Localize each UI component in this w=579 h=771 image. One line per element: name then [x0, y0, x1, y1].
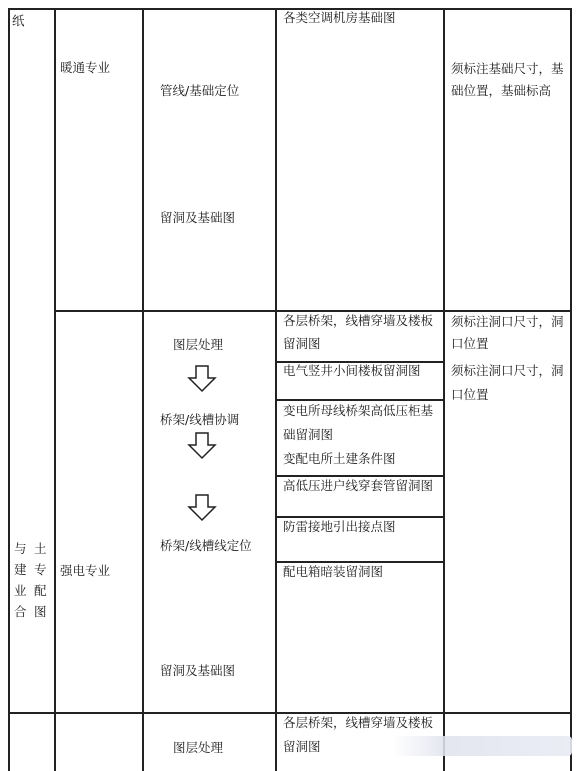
col-divider [54, 8, 56, 771]
table-border-left [8, 8, 10, 771]
electrical-note-line: 须标注洞口尺寸，洞 [451, 363, 564, 378]
down-arrow-icon [187, 432, 217, 460]
discipline-hvac: 暖通专业 [60, 60, 111, 75]
electrical-item: 留洞图 [283, 336, 321, 351]
next-item: 留洞图 [283, 739, 321, 754]
next-step-layer: 图层处理 [173, 740, 224, 755]
electrical-item: 配电箱暗装留洞图 [283, 564, 384, 579]
hvac-note-line: 础位置，基础标高 [451, 83, 552, 98]
hvac-note-line: 须标注基础尺寸，基 [451, 61, 564, 76]
electrical-note-line: 口位置 [451, 336, 489, 351]
electrical-step-coordination: 桥架/线槽协调 [160, 412, 240, 427]
col-divider [275, 8, 277, 771]
electrical-item: 电气竖井小间楼板留洞图 [283, 363, 421, 378]
electrical-item: 防雷接地引出接点图 [283, 519, 396, 534]
item-divider [276, 399, 443, 401]
watermark [392, 736, 572, 756]
col-divider [142, 8, 144, 771]
electrical-item: 变配电所土建条件图 [283, 451, 396, 466]
discipline-electrical: 强电专业 [60, 563, 111, 578]
hvac-step-openings: 留洞及基础图 [160, 210, 236, 225]
hvac-step-positioning: 管线/基础定位 [160, 83, 240, 98]
electrical-item: 各层桥架，线槽穿墙及楼板 [283, 313, 434, 328]
electrical-item: 础留洞图 [283, 427, 334, 442]
down-arrow-icon [187, 365, 217, 393]
table-border-right [570, 8, 572, 771]
electrical-item: 高低压进户线穿套管留洞图 [283, 478, 434, 493]
col1-top-text: 纸 [12, 13, 25, 28]
col1-vertical-text-right: 土 专 配 图 [34, 541, 47, 619]
next-item: 各层桥架，线槽穿墙及楼板 [283, 715, 434, 730]
hvac-item: 各类空调机房基础图 [283, 10, 396, 25]
electrical-step-tray-positioning: 桥架/线槽线定位 [160, 538, 252, 553]
col-divider [443, 8, 445, 771]
electrical-note-line: 口位置 [451, 387, 489, 402]
electrical-step-openings: 留洞及基础图 [160, 663, 236, 678]
electrical-step-layer: 图层处理 [173, 337, 224, 352]
col1-vertical-text-left: 与 建 业 合 [14, 541, 27, 619]
down-arrow-icon [187, 494, 217, 522]
electrical-item: 变电所母线桥架高低压柜基 [283, 403, 434, 418]
electrical-note-line: 须标注洞口尺寸，洞 [451, 314, 564, 329]
